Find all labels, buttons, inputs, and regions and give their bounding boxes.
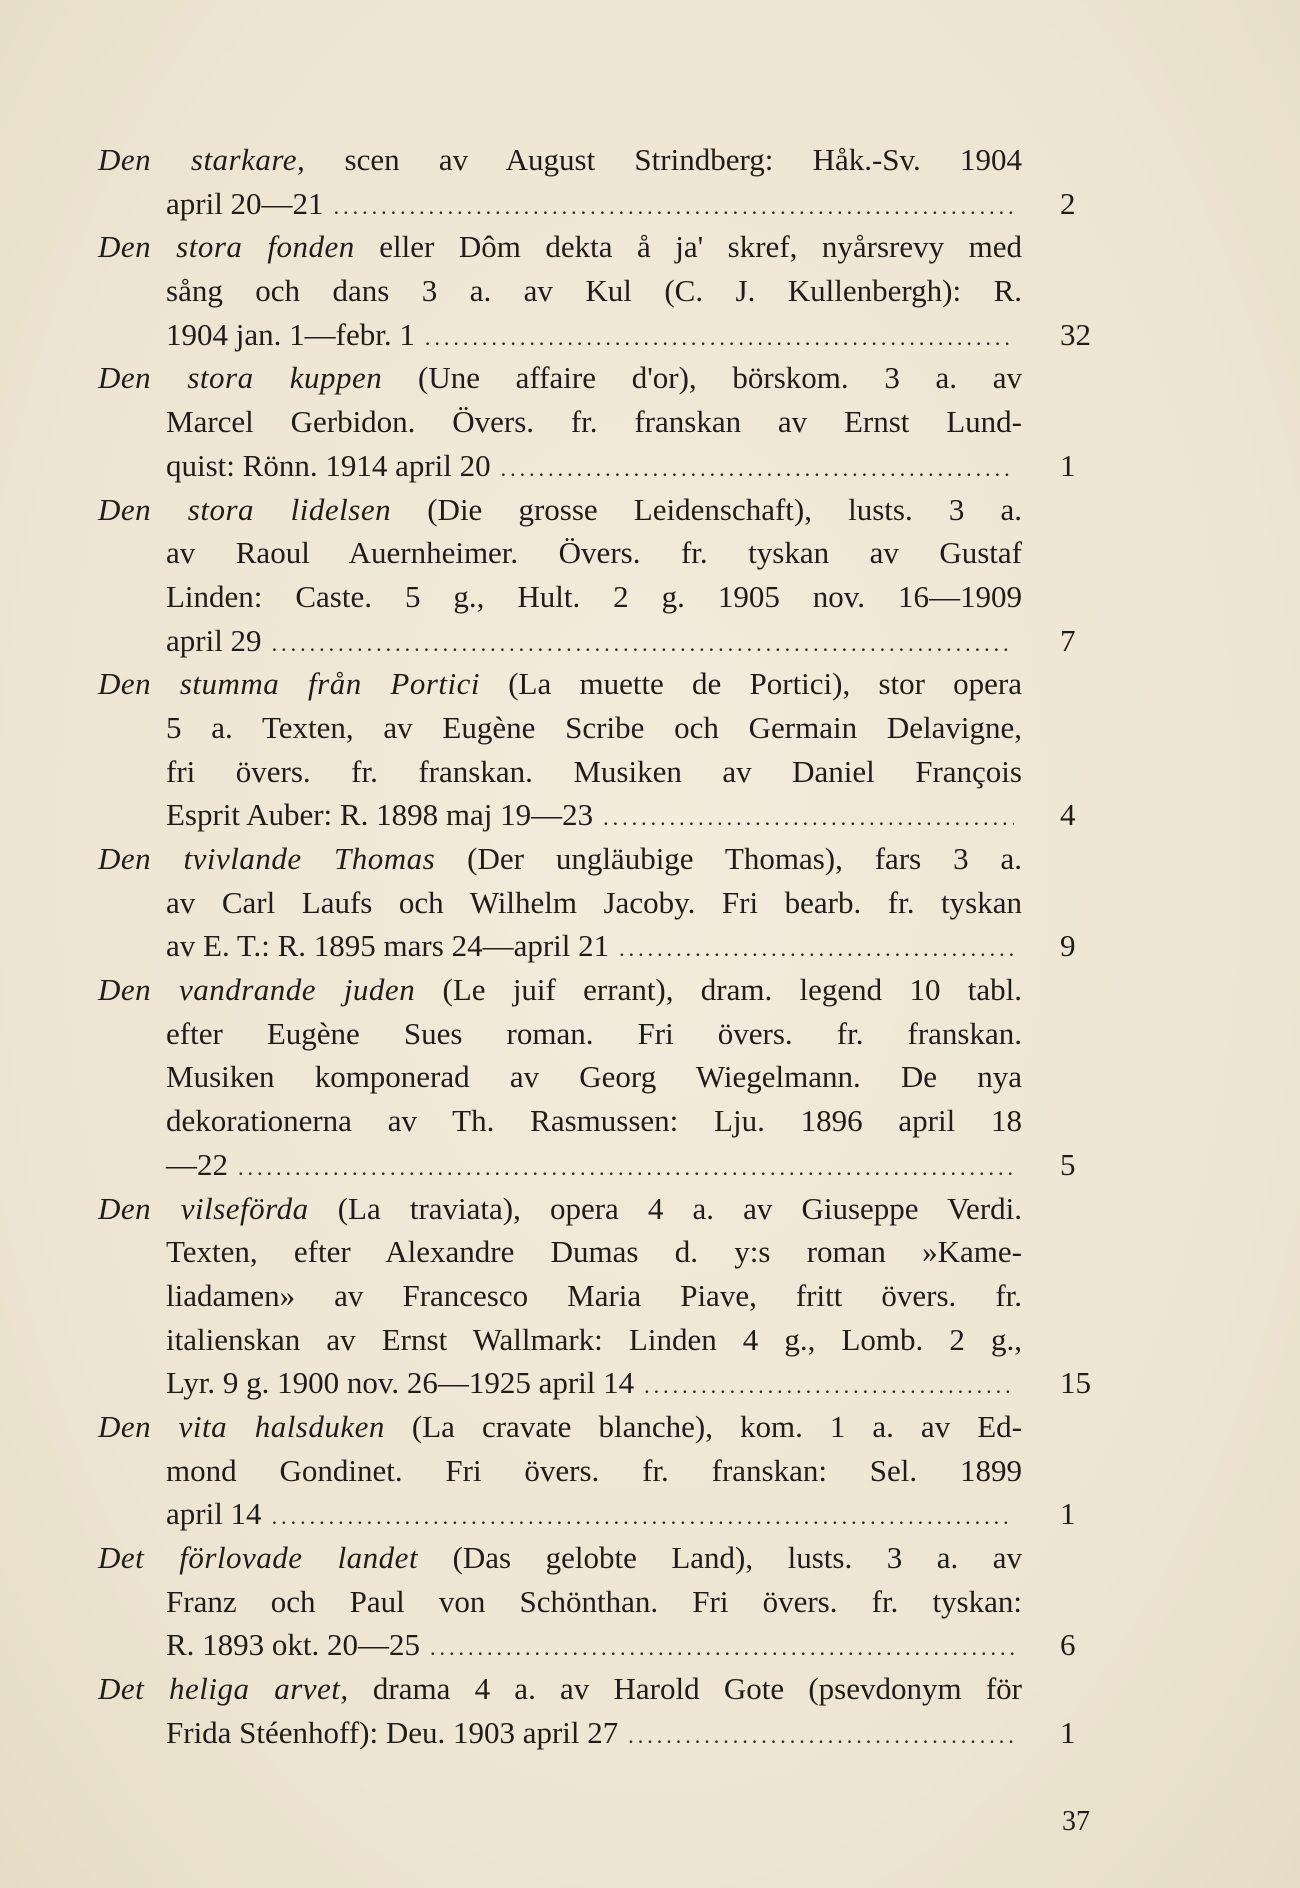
entry-line (166, 1012, 1022, 1056)
entry-first-line (98, 488, 1022, 532)
dot-leader (644, 1364, 1014, 1408)
performance-count: 1 (1060, 447, 1076, 483)
dot-leader (272, 1495, 1014, 1539)
entry-line (166, 575, 1022, 619)
entry-line (166, 269, 1022, 313)
entry-title: Den vandrande juden (98, 972, 416, 1008)
entry-text: efter Eugène Sues roman. Fri övers. fr. franskan. (166, 1015, 1022, 1051)
entry-text: 1904 jan. 1—febr. 1 (166, 316, 415, 352)
entry-title: Den stora lidelsen (98, 491, 392, 527)
entry-text: Musiken komponerad av Georg Wiegelmann. De nya (166, 1059, 1022, 1095)
entry-first-line (98, 138, 1022, 182)
entry-first-line (98, 225, 1022, 269)
index-entry (98, 837, 1120, 968)
entry-line (166, 400, 1022, 444)
entry-first-line (98, 356, 1022, 400)
entry-text: (Une affaire d'or), börskom. 3 a. av (418, 360, 1022, 396)
entry-line (166, 531, 1022, 575)
entry-last-line (166, 444, 1076, 488)
index-entries (98, 138, 1120, 1754)
entry-last-line (166, 182, 1076, 226)
index-entry (98, 356, 1120, 487)
entry-text: mond Gondinet. Fri övers. fr. franskan: Sel. 1899 (166, 1452, 1022, 1488)
entry-line (166, 1580, 1022, 1624)
entry-first-line (98, 1187, 1022, 1231)
entry-title: Den stora fonden (98, 229, 355, 265)
entry-text: (Der ungläubige Thomas), fars 3 a. (467, 841, 1022, 876)
dot-leader (619, 927, 1014, 971)
performance-count: 32 (1060, 316, 1091, 352)
index-entry (98, 1405, 1120, 1536)
entry-text: eller Dôm dekta å ja' skref, nyårsrevy med (379, 229, 1022, 265)
entry-text: sång och dans 3 a. av Kul (C. J. Kullenbergh): R. (166, 273, 1022, 309)
performance-count: 5 (1060, 1146, 1076, 1182)
entry-line (166, 1055, 1022, 1099)
entry-last-line (166, 1623, 1076, 1667)
entry-text: av Carl Laufs och Wilhelm Jacoby. Fri bearb. fr. tyskan (166, 884, 1022, 920)
entry-text: 5 a. Texten, av Eugène Scribe och Germain Delavigne, (166, 709, 1022, 745)
page-number: 37 (1062, 1806, 1090, 1837)
entry-line (166, 1230, 1022, 1274)
entry-text: Linden: Caste. 5 g., Hult. 2 g. 1905 nov. 16—1909 (166, 578, 1022, 614)
entry-text: (Le juif errant), dram. legend 10 tabl. (442, 972, 1023, 1008)
index-entry (98, 968, 1120, 1186)
index-entry (98, 1187, 1120, 1405)
entry-title: Den vita halsduken (98, 1408, 385, 1444)
entry-last-line (166, 1711, 1076, 1755)
index-entry (98, 488, 1120, 663)
dot-leader (603, 796, 1014, 840)
performance-count: 15 (1060, 1365, 1091, 1401)
entry-text: —22 (166, 1146, 228, 1182)
dot-leader (430, 1626, 1014, 1670)
entry-title: Den tvivlande Thomas (98, 841, 436, 876)
entry-title: Det heliga arvet, (98, 1671, 349, 1707)
entry-text: drama 4 a. av Harold Gote (psevdonym för (372, 1671, 1022, 1707)
entry-text: Texten, efter Alexandre Dumas d. y:s roman »Kame- (166, 1234, 1022, 1270)
performance-count: 2 (1060, 185, 1076, 221)
entry-line (166, 1318, 1022, 1362)
entry-text: (Die grosse Leidenschaft), lusts. 3 a. (427, 491, 1022, 527)
index-entry (98, 1536, 1120, 1667)
entry-title: Den vilseförda (98, 1190, 309, 1226)
entry-text: Lyr. 9 g. 1900 nov. 26—1925 april 14 (166, 1365, 635, 1401)
entry-line (166, 1274, 1022, 1318)
entry-last-line (166, 1143, 1076, 1187)
entry-last-line (166, 619, 1076, 663)
entry-first-line (98, 1536, 1022, 1580)
entry-line (166, 706, 1022, 750)
entry-first-line (98, 662, 1022, 706)
dot-leader (272, 622, 1014, 666)
entry-text: Marcel Gerbidon. Övers. fr. franskan av Ernst Lund- (166, 404, 1022, 440)
entry-text: fri övers. fr. franskan. Musiken av Daniel François (166, 753, 1022, 789)
performance-count: 7 (1060, 622, 1076, 658)
entry-line (166, 881, 1022, 925)
entry-first-line (98, 837, 1022, 881)
entry-text: (La cravate blanche), kom. 1 a. av Ed- (411, 1408, 1022, 1444)
entry-text: quist: Rönn. 1914 april 20 (166, 447, 491, 483)
entry-text: R. 1893 okt. 20—25 (166, 1627, 421, 1663)
entry-text: Esprit Auber: R. 1898 maj 19—23 (166, 797, 594, 833)
dot-leader (628, 1714, 1014, 1758)
entry-text: liadamen» av Francesco Maria Piave, fritt övers. fr. (166, 1277, 1022, 1313)
entry-text: Franz och Paul von Schönthan. Fri övers. fr. tyskan: (166, 1583, 1022, 1619)
entry-title: Den starkare, (98, 142, 306, 177)
entry-line (166, 1449, 1022, 1493)
entry-last-line (166, 924, 1076, 968)
entry-text: april 14 (166, 1496, 262, 1532)
entry-last-line (166, 793, 1076, 837)
performance-count: 9 (1060, 928, 1076, 964)
entry-first-line (98, 1667, 1022, 1711)
entry-title: Den stora kuppen (98, 360, 383, 396)
entry-text: scen av August Strindberg: Håk.-Sv. 1904 (344, 142, 1023, 177)
entry-line (166, 1099, 1022, 1143)
performance-count: 1 (1060, 1714, 1076, 1750)
entry-text: dekorationerna av Th. Rasmussen: Lju. 1896 april 18 (166, 1103, 1022, 1139)
dot-leader (238, 1146, 1014, 1190)
entry-first-line (98, 1405, 1022, 1449)
dot-leader (334, 185, 1014, 229)
entry-last-line (166, 1492, 1076, 1536)
entry-title: Det förlovade landet (98, 1540, 419, 1575)
entry-last-line (166, 1361, 1091, 1405)
performance-count: 4 (1060, 797, 1076, 833)
entry-last-line (166, 313, 1091, 357)
performance-count: 1 (1060, 1496, 1076, 1532)
entry-text: (La muette de Portici), stor opera (508, 666, 1023, 702)
entry-text: av Raoul Auernheimer. Övers. fr. tyskan av Gustaf (166, 535, 1022, 571)
entry-text: italienskan av Ernst Wallmark: Linden 4 g., Lomb. 2 g., (166, 1321, 1022, 1357)
index-entry (98, 1667, 1120, 1754)
dot-leader (425, 316, 1014, 360)
entry-text: (Das gelobte Land), lusts. 3 a. av (452, 1540, 1023, 1575)
index-entry (98, 138, 1120, 225)
entry-text: av E. T.: R. 1895 mars 24—april 21 (166, 928, 610, 964)
entry-first-line (98, 968, 1022, 1012)
entry-text: Frida Stéenhoff): Deu. 1903 april 27 (166, 1714, 619, 1750)
entry-title: Den stumma från Portici (98, 666, 481, 702)
entry-text: (La traviata), opera 4 a. av Giuseppe Verdi. (337, 1190, 1023, 1226)
index-entry (98, 662, 1120, 837)
entry-line (166, 750, 1022, 794)
dot-leader (501, 447, 1014, 491)
entry-text: april 29 (166, 622, 262, 658)
entry-text: april 20—21 (166, 185, 324, 221)
performance-count: 6 (1060, 1627, 1076, 1663)
index-entry (98, 225, 1120, 356)
